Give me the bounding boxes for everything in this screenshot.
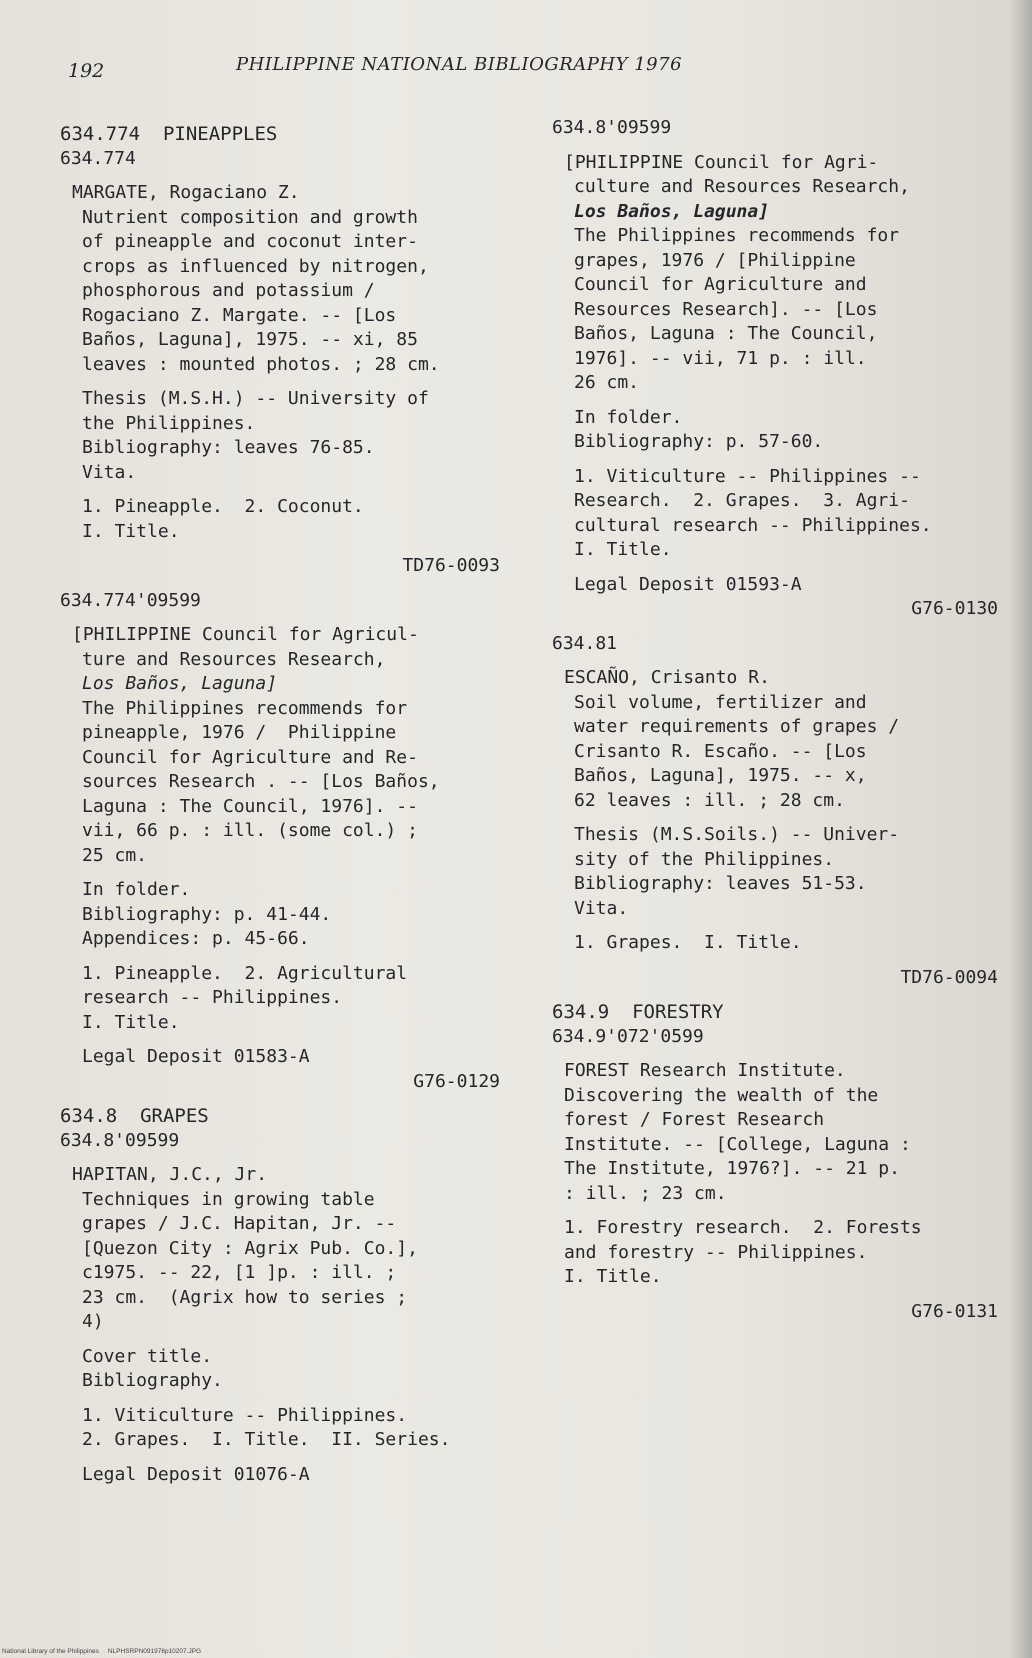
entry-text: Soil volume, fertilizer and (574, 691, 867, 713)
entry-subjects: 1. Grapes. I. Title. (574, 932, 802, 953)
entry-text: Discovering the wealth of the (564, 1084, 879, 1106)
entry-note: Bibliography: leaves 51-53. (574, 873, 867, 894)
entry-author: [PHILIPPINE Council for Agri- (564, 151, 879, 173)
entry-author: culture and Resources Research, (574, 176, 910, 197)
entry-note: Bibliography: p. 41-44. (82, 903, 332, 925)
right-column (552, 116, 998, 1324)
entry-note: Thesis (M.S.H.) -- University of (82, 388, 429, 409)
entry-text: Laguna : The Council, 1976]. -- (82, 795, 418, 817)
entry-text: 23 cm. (Agrix how to series ; (82, 1286, 408, 1308)
entry-margate (60, 181, 500, 579)
entry-author: HAPITAN, J.C., Jr. (72, 1164, 268, 1185)
entry-text: grapes / J.C. Hapitan, Jr. -- (82, 1213, 397, 1234)
entry-id: G76-0131 (911, 1300, 998, 1322)
entry-text: Techniques in growing table (82, 1188, 375, 1210)
entry-text: crops as influenced by nitrogen, (82, 255, 429, 277)
entry-pcarr-pineapple (60, 589, 500, 1095)
entry-subjects: 1. Pineapple. 2. Agricultural (82, 962, 408, 984)
class-number: 634.9'072'0599 (552, 1025, 704, 1047)
entry-text: sources Research . -- [Los Baños, (82, 771, 440, 792)
entry-text: Council for Agriculture and Re- (82, 746, 418, 768)
entry-subjects: I. Title. (82, 1011, 180, 1033)
entry-subjects: 1. Pineapple. 2. Coconut. (82, 496, 364, 517)
entry-author: MARGATE, Rogaciano Z. (72, 182, 300, 203)
entry-text: c1975. -- 22, [1 ]p. : ill. ; (82, 1262, 397, 1283)
entry-id: TD76-0094 (900, 966, 998, 988)
entry-note: Vita. (574, 897, 629, 919)
entry-text: 1976]. -- vii, 71 p. : ill. (574, 347, 867, 369)
class-number: 634.8'09599 (552, 117, 672, 138)
class-number: 634.774 (60, 147, 136, 169)
legal-deposit: Legal Deposit 01593-A (574, 573, 802, 595)
entry-subjects: 1. Forestry research. 2. Forests (564, 1217, 922, 1238)
entry-text: Institute. -- [College, Laguna : (564, 1133, 911, 1155)
entry-subjects: I. Title. (82, 520, 180, 542)
entry-author: Los Baños, Laguna] (574, 200, 770, 222)
entry-hapitan (60, 1163, 500, 1487)
entry-text: Rogaciano Z. Margate. -- [Los (82, 304, 397, 326)
scan-footer: National Library of the Philippines NLPHSRPN091976p10207.JPG (2, 1648, 202, 1655)
section-heading-pineapples: 634.774 PINEAPPLES (60, 123, 278, 145)
section-heading-forestry: 634.9 FORESTRY (552, 1001, 724, 1023)
entry-text: 25 cm. (82, 844, 148, 866)
entry-subjects: and forestry -- Philippines. (564, 1241, 868, 1263)
page-number: 192 (68, 60, 105, 82)
entry-subjects: Research. 2. Grapes. 3. Agri- (574, 490, 910, 511)
entry-subjects: I. Title. (574, 539, 672, 560)
entry-text: 4) (82, 1311, 104, 1332)
entry-note: Bibliography: leaves 76-85. (82, 437, 375, 458)
entry-note: Cover title. (82, 1345, 213, 1367)
entry-text: 62 leaves : ill. ; 28 cm. (574, 789, 845, 811)
entry-author: FOREST Research Institute. (564, 1060, 846, 1081)
entry-text: grapes, 1976 / [Philippine (574, 249, 856, 271)
entry-text: Nutrient composition and growth (82, 206, 418, 228)
entry-note: In folder. (574, 406, 683, 428)
page-edge-shadow (1010, 0, 1032, 1658)
entry-text: The Institute, 1976?]. -- 21 p. (564, 1158, 900, 1179)
class-number: 634.81 (552, 632, 618, 654)
legal-deposit: Legal Deposit 01583-A (82, 1046, 310, 1067)
entry-note: Bibliography. (82, 1370, 223, 1391)
entry-text: phosphorous and potassium / (82, 280, 375, 301)
entry-escano (552, 632, 998, 991)
entry-note: In folder. (82, 879, 191, 900)
entry-id: TD76-0093 (402, 555, 500, 576)
entry-subjects: 1. Viticulture -- Philippines -- (574, 465, 921, 487)
entry-subjects: 1. Viticulture -- Philippines. (82, 1404, 408, 1426)
entry-author: ture and Resources Research, (82, 648, 386, 670)
entry-subjects: I. Title. (564, 1266, 662, 1287)
entry-subjects: 2. Grapes. I. Title. II. Series. (82, 1429, 451, 1450)
entry-text: The Philippines recommends for (82, 697, 408, 719)
class-number: 634.774'09599 (60, 589, 201, 611)
entry-text: Baños, Laguna], 1975. -- x, (574, 765, 867, 786)
entry-note: Bibliography: p. 57-60. (574, 431, 824, 452)
entry-text: Council for Agriculture and (574, 274, 867, 295)
left-column (60, 122, 500, 1487)
class-number: 634.8'09599 (60, 1129, 180, 1151)
entry-forest-research (552, 1059, 998, 1324)
entry-text: pineapple, 1976 / Philippine (82, 722, 397, 743)
entry-text: vii, 66 p. : ill. (some col.) ; (82, 820, 418, 841)
entry-text: Baños, Laguna], 1975. -- xi, 85 (82, 329, 418, 350)
entry-note: Vita. (82, 461, 137, 483)
legal-deposit: Legal Deposit 01076-A (82, 1463, 310, 1485)
entry-id: G76-0129 (413, 1070, 500, 1092)
entry-note: the Philippines. (82, 412, 256, 434)
entry-text: [Quezon City : Agrix Pub. Co.], (82, 1237, 418, 1259)
entry-text: Crisanto R. Escaño. -- [Los (574, 740, 867, 762)
entry-text: of pineapple and coconut inter- (82, 231, 418, 252)
entry-note: Thesis (M.S.Soils.) -- Univer- (574, 824, 900, 845)
entry-text: Resources Research]. -- [Los (574, 298, 878, 320)
entry-text: The Philippines recommends for (574, 225, 900, 246)
entry-id: G76-0130 (911, 598, 998, 619)
entry-note: Appendices: p. 45-66. (82, 928, 310, 949)
section-heading-grapes: 634.8 GRAPES (60, 1105, 209, 1127)
page-title: PHILIPPINE NATIONAL BIBLIOGRAPHY 1976 (236, 54, 683, 75)
entry-text: forest / Forest Research (564, 1109, 825, 1130)
entry-author: Los Baños, Laguna] (82, 673, 278, 694)
entry-text: water requirements of grapes / (574, 716, 900, 737)
entry-subjects: cultural research -- Philippines. (574, 514, 932, 536)
entry-author: ESCAÑO, Crisanto R. (564, 667, 770, 688)
entry-subjects: research -- Philippines. (82, 987, 343, 1008)
entry-text: : ill. ; 23 cm. (564, 1182, 727, 1204)
entry-text: 26 cm. (574, 372, 640, 393)
entry-text: Baños, Laguna : The Council, (574, 323, 878, 344)
entry-pcarr-grapes (552, 116, 998, 622)
entry-note: sity of the Philippines. (574, 848, 835, 870)
entry-author: [PHILIPPINE Council for Agricul- (72, 624, 419, 645)
entry-text: leaves : mounted photos. ; 28 cm. (82, 353, 440, 375)
